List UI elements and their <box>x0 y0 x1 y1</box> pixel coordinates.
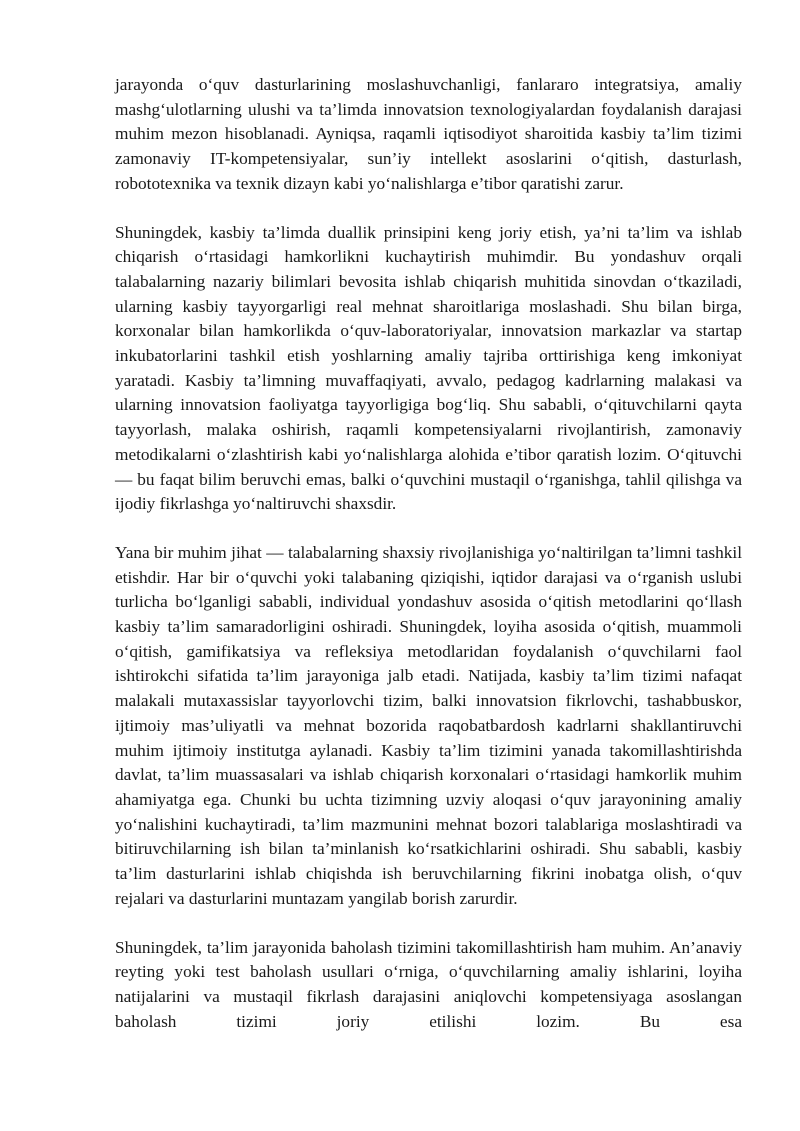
paragraph-4: Shuningdek, ta’lim jarayonida baholash tizimini takomillashtirish ham muhim. An’anaviy reyting yoki test baholash usullari o‘rniga, o‘quvchilarning amaliy ishlarini, loyiha natijalarini va mustaqil fikrlash darajasini aniqlovchi kompetensiyaga asoslangan baholash tizimi joriy etilishi lozim. Bu esa <box>115 937 742 1031</box>
paragraph-1: jarayonda o‘quv dasturlarining moslashuvchanligi, fanlararo integratsiya, amaliy mashg‘ulotlarning ulushi va ta’limda innovatsion texnologiyalardan foydalanish darajasi muhim mezon hisoblanadi. Ayniqsa, raqamli iqtisodiyot sharoitida kasbiy ta’lim tizimi zamonaviy IT-kompetensiyalar, sun’iy intellekt asoslarini o‘qitish, dasturlash, robototexnika va texnik dizayn kabi yo‘nalishlarga e’tibor qaratishi zarur. <box>115 75 742 193</box>
paragraph-2: Shuningdek, kasbiy ta’limda duallik prinsipini keng joriy etish, ya’ni ta’lim va ishlab chiqarish o‘rtasidagi hamkorlikni kuchaytirish muhimdir. Bu yondashuv orqali talabalarning nazariy bilimlari bevosita ishlab chiqarish muhitida sinovdan o‘tkaziladi, ularning kasbiy tayyorgarligi real mehnat sharoitlariga moslashadi. Shu bilan birga, korxonalar bilan hamkorlikda o‘quv-laboratoriyalar, innovatsion markazlar va startap inkubatorlarini tashkil etish yoshlarning amaliy tajriba orttirishiga keng imkoniyat yaratadi. Kasbiy ta’limning muvaffaqiyati, avvalo, pedagog kadrlarning malakasi va ularning innovatsion faoliyatga tayyorligiga bog‘liq. Shu sababli, o‘qituvchilarni qayta tayyorlash, malaka oshirish, raqamli kompetensiyalarni rivojlantirish, zamonaviy metodikalarni o‘zlashtirish kabi yo‘nalishlarga alohida e’tibor qaratish lozim. O‘qituvchi — bu faqat bilim beruvchi emas, balki o‘quvchini mustaqil o‘rganishga, tahlil qilishga va ijodiy fikrlashga yo‘naltiruvchi shaxsdir. <box>115 222 742 514</box>
paragraph-3: Yana bir muhim jihat — talabalarning shaxsiy rivojlanishiga yo‘naltirilgan ta’limni tashkil etishdir. Har bir o‘quvchi yoki talabaning qiziqishi, iqtidor darajasi va o‘rganish uslubi turlicha bo‘lganligi sababli, individual yondashuv asosida o‘qitish metodlarini qo‘llash kasbiy ta’lim samaradorligini oshiradi. Shuningdek, loyiha asosida o‘qitish, muammoli o‘qitish, gamifikatsiya va refleksiya metodlaridan foydalanish o‘quvchilarni faol ishtirokchi sifatida ta’lim jarayoniga jalb etadi. Natijada, kasbiy ta’lim tizimi nafaqat malakali mutaxassislar tayyorlovchi tizim, balki innovatsion fikrlovchi, tashabbuskor, ijtimoiy mas’uliyatli va mehnat bozorida raqobatbardosh kadrlarni shakllantiruvchi muhim ijtimoiy institutga aylanadi. Kasbiy ta’lim tizimini yanada takomillashtirishda davlat, ta’lim muassasalari va ishlab chiqarish korxonalari o‘rtasidagi hamkorlik muhim ahamiyatga ega. Chunki bu uchta tizimning uzviy aloqasi o‘quv jarayonining amaliy yo‘nalishini kuchaytiradi, ta’lim mazmunini mehnat bozori talablariga moslashtiradi va bitiruvchilarning ish bilan ta’minlanish ko‘rsatkichlarini oshiradi. Shu sababli, kasbiy ta’lim dasturlarini ishlab chiqishda ish beruvchilarning fikrini inobatga olish, o‘quv rejalari va dasturlarini muntazam yangilab borish zarurdir. <box>115 542 742 908</box>
document-body <box>115 73 742 1058</box>
